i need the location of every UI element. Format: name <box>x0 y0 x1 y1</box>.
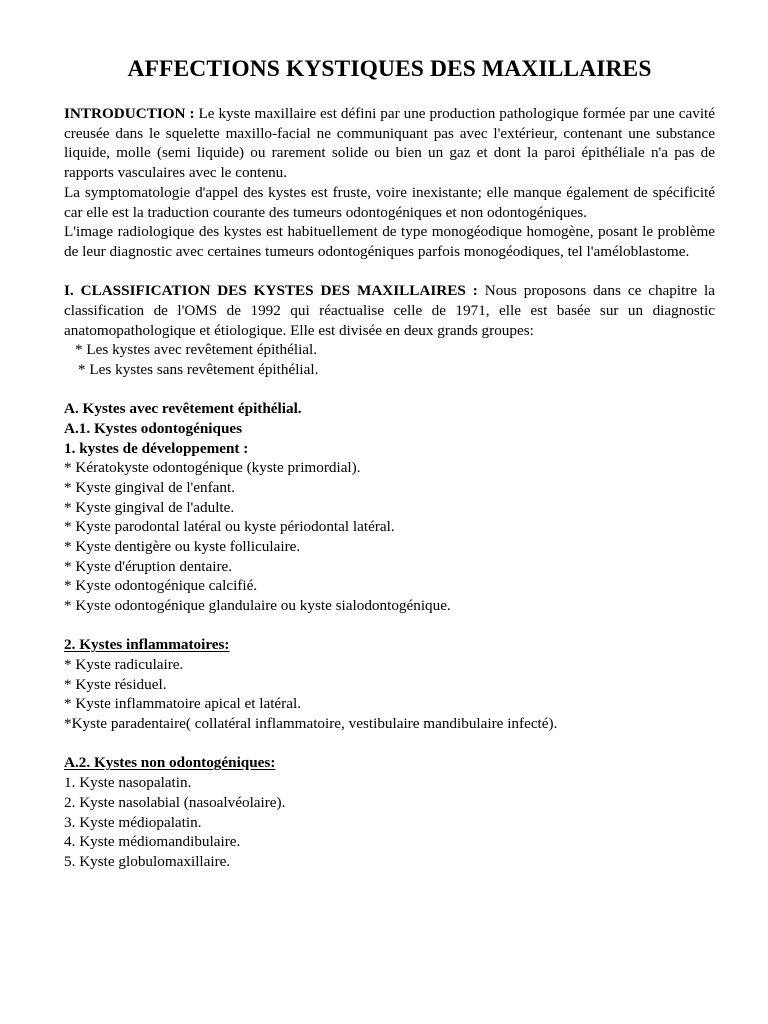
list-item: 1. Kyste nasopalatin. <box>64 774 192 792</box>
list-item: * Kyste odontogénique glandulaire ou kyste sialodontogénique. <box>64 597 451 615</box>
classification-section <box>64 281 715 380</box>
list-item: * Kyste d'éruption dentaire. <box>64 557 233 575</box>
introduction-label: INTRODUCTION : <box>64 105 195 122</box>
list-item: * Kératokyste odontogénique (kyste primordial). <box>64 459 361 477</box>
list-item: * Kyste gingival de l'adulte. <box>64 498 235 516</box>
section-a <box>64 399 715 871</box>
introduction-paragraph-2: La symptomatologie d'appel des kystes est fruste, voire inexistante; elle manque également de spécificité car elle est la traduction courante des tumeurs odontogéniques et non odontogéniques. <box>64 183 715 221</box>
list-item: * Kyste radiculaire. <box>64 656 184 674</box>
section-a1-heading: A.1. Kystes odontogéniques <box>64 419 243 437</box>
introduction-paragraph-3: L'image radiologique des kystes est habituellement de type monogéodique homogène, posant le problème de leur diagnostic avec certaines tumeurs odontogéniques parfois monogéodiques, tel l'améloblastome. <box>64 223 715 260</box>
document-page <box>64 0 715 872</box>
list-item: * Kyste gingival de l'enfant. <box>64 478 236 496</box>
document-title: AFFECTIONS KYSTIQUES DES MAXILLAIRES <box>127 56 652 82</box>
list-item: *Kyste paradentaire( collatéral inflammatoire, vestibulaire mandibulaire infecté). <box>64 715 558 733</box>
group-item-1: * Les kystes avec revêtement épithélial. <box>75 341 318 359</box>
inflammatory-cysts-heading: 2. Kystes inflammatoires: <box>64 636 230 654</box>
section-a-heading: A. Kystes avec revêtement épithélial. <box>64 400 302 418</box>
list-item: * Kyste dentigère ou kyste folliculaire. <box>64 538 301 556</box>
list-item: 4. Kyste médiomandibulaire. <box>64 833 241 851</box>
list-item: * Kyste résiduel. <box>64 675 167 693</box>
introduction-paragraph-1 <box>64 104 715 183</box>
classification-label: I. CLASSIFICATION DES KYSTES DES MAXILLAIRES : <box>64 282 478 300</box>
list-item: 5. Kyste globulomaxillaire. <box>64 852 231 870</box>
list-item: 2. Kyste nasolabial (nasoalvéolaire). <box>64 793 286 811</box>
classification-text: Nous proposons dans ce chapitre la classification de l'OMS de 1992 qui réactualise celle de 1971, elle est basée sur un diagnostic anatomopathologique et étiologique. Elle est divisée en deux grands groupes: <box>64 282 715 339</box>
list-item: * Kyste inflammatoire apical et latéral. <box>64 695 301 713</box>
section-a2-heading: A.2. Kystes non odontogéniques: <box>64 754 276 772</box>
list-item: * Kyste odontogénique calcifié. <box>64 577 258 595</box>
introduction-text: Le kyste maxillaire est défini par une production pathologique formée par une cavité creusée dans le squelette maxillo-facial ne communiquant pas avec l'extérieur, contenant une substance liquide, molle (semi liquide) ou rarement solide ou bien un gaz et dont la paroi épithéliale n'a pas de rapports vasculaires avec le contenu. <box>64 105 716 182</box>
development-cysts-heading: 1. kystes de développement : <box>64 439 249 457</box>
group-item-2: * Les kystes sans revêtement épithélial. <box>78 360 319 378</box>
list-item: 3. Kyste médiopalatin. <box>64 813 202 831</box>
list-item: * Kyste parodontal latéral ou kyste périodontal latéral. <box>64 518 395 536</box>
introduction-section <box>64 104 715 262</box>
classification-paragraph <box>64 281 715 340</box>
